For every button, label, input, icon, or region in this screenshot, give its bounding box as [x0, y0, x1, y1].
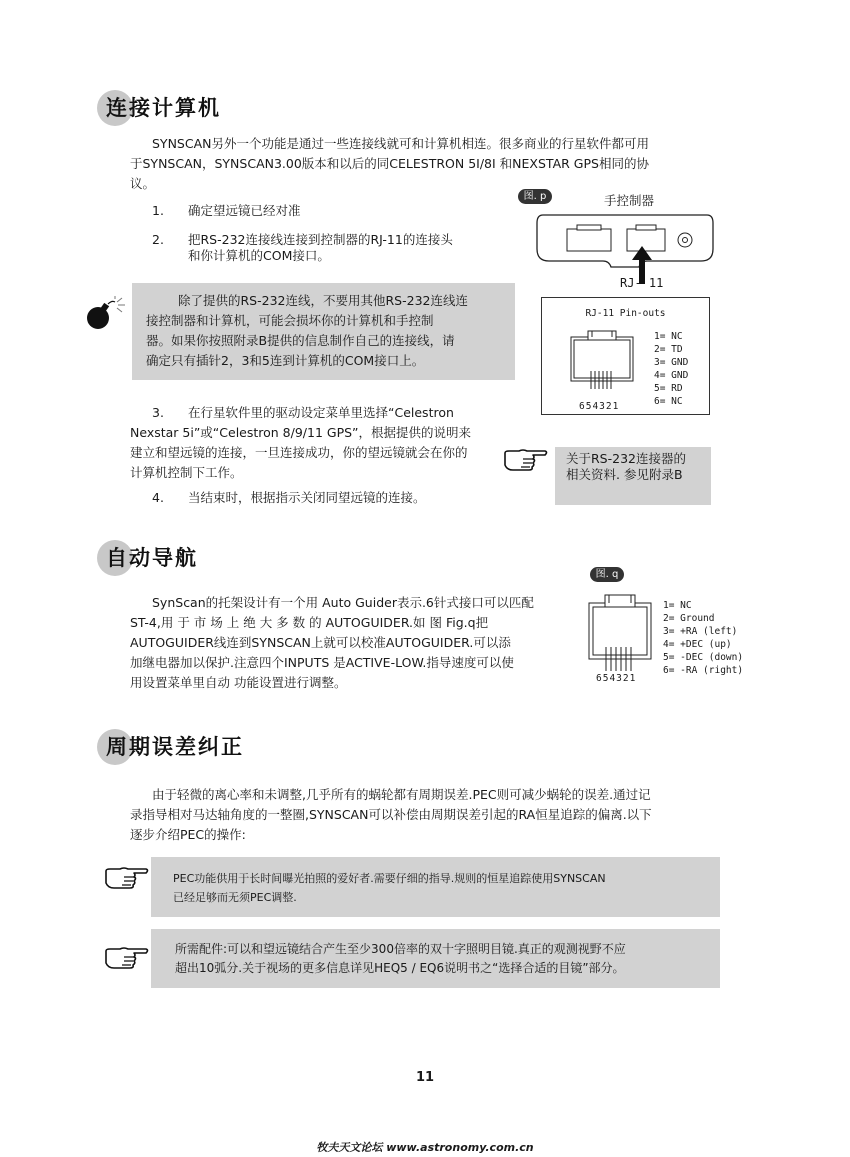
- step-2: 2. 把RS-232连接线连接到控制器的RJ-11的连接头 和你计算机的COM接口。: [152, 232, 453, 263]
- rs232-note-box: 关于RS-232连接器的 相关资料. 参见附录B: [555, 447, 711, 505]
- warning-box: 除了提供的RS-232连线，不要用其他RS-232连线连 接控制器和计算机，可能会损坏你的计算机和手控制 器。如果你按照附录B提供的信息制作自己的连接线，请 确定只有插针2，3和5连到计算机的COM接口上。: [132, 283, 515, 380]
- figure-p-label: 图. p: [518, 189, 552, 204]
- pointing-hand-icon: [503, 447, 549, 473]
- pointing-hand-icon: [104, 865, 150, 891]
- section-title-connect-computer: 连接计算机: [97, 90, 297, 130]
- section-title-autoguider: 自动导航: [97, 540, 297, 580]
- pinout-list: [654, 330, 688, 408]
- autoguider-pin-numbers: 654321: [596, 673, 637, 684]
- pinout-item: 3= +RA (left): [663, 626, 738, 637]
- pinout-item: 5= -DEC (down): [663, 652, 744, 663]
- figure-q-label: 图. q: [590, 567, 624, 582]
- step-4: 4. 当结束时，根据指示关闭同望远镜的连接。: [152, 490, 426, 505]
- pinout-title: RJ-11 Pin-outs: [585, 308, 666, 319]
- hand-controller-diagram: [535, 213, 715, 271]
- pinout-item: 1= NC: [654, 331, 683, 342]
- pec-note-1: PEC功能供用于长时间曝光拍照的爱好者.需要仔细的指导.规则的恒星追踪使用SYNSCAN 已经足够而无须PEC调整.: [151, 857, 720, 917]
- intro-paragraph: SYNSCAN另外一个功能是通过一些连接线就可和计算机相连。很多商业的行星软件都可用 于SYNSCAN，SYNSCAN3.00版本和以后的同CELESTRON 5I/8I 和NEXSTAR GPS相同的协 议。: [130, 136, 649, 191]
- pinout-item: 1= NC: [663, 600, 692, 611]
- rj11-label: RJ- 11: [620, 276, 664, 290]
- autoguider-pinout-list: [663, 599, 743, 677]
- controller-label: 手控制器: [604, 193, 655, 208]
- rj11-jack-diagram: [570, 329, 634, 391]
- footer-watermark: 牧夫天文论坛 www.astronomy.com.cn: [316, 1141, 534, 1154]
- autoguider-jack-diagram: [588, 593, 652, 673]
- autoguider-paragraph: SynScan的托架设计有一个用 Auto Guider表示.6针式接口可以匹配 ST-4,用 于 市 场 上 绝 大 多 数 的 AUTOGUIDER.如 图 Fig.q把 AUTOGUIDER线连到SYNSCAN上就可以校准AUTOGUIDER.可以添 加继电器加以保护.注意四个INPUTS 是ACTIVE-LOW.指导速度可以使 用设置菜单里自动 功能设置进行调整。: [130, 595, 534, 690]
- pinout-item: 6= NC: [654, 396, 683, 407]
- pec-paragraph: 由于轻微的离心率和未调整,几乎所有的蜗轮都有周期误差.PEC则可减少蜗轮的误差.通过记 录指导相对马达轴角度的一整圈,SYNSCAN可以补偿由周期误差引起的RA恒星追踪的偏离.以下 逐步介绍PEC的操作:: [130, 787, 652, 842]
- pinout-item: 2= TD: [654, 344, 683, 355]
- bomb-warning-icon: [84, 296, 132, 334]
- step-3: 3. 在行星软件里的驱动设定菜单里选择“Celestron Nexstar 5i”或“Celestron 8/9/11 GPS”，根据提供的说明来 建立和望远镜的连接，一旦连接成功，你的望远镜就会在你的 计算机控制下工作。: [130, 405, 472, 480]
- pinout-item: 4= +DEC (up): [663, 639, 732, 650]
- section-title-pec: 周期误差纠正: [97, 729, 317, 769]
- pinout-item: 2= Ground: [663, 613, 715, 624]
- pointing-hand-icon: [104, 945, 150, 971]
- pinout-item: 3= GND: [654, 357, 689, 368]
- step-1: 1. 确定望远镜已经对准: [152, 203, 301, 218]
- rj11-pinout-box: [541, 297, 710, 415]
- page-number: 11: [415, 1070, 435, 1085]
- pinout-item: 4= GND: [654, 370, 689, 381]
- pin-numbers: 654321: [579, 401, 620, 412]
- pinout-item: 6= -RA (right): [663, 665, 744, 676]
- pinout-item: 5= RD: [654, 383, 683, 394]
- pec-note-2: 所需配件:可以和望远镜结合产生至少300倍率的双十字照明目镜.真正的观测视野不应 超出10弧分.关于视场的更多信息详见HEQ5 / EQ6说明书之“选择合适的目镜”部分。: [151, 929, 720, 988]
